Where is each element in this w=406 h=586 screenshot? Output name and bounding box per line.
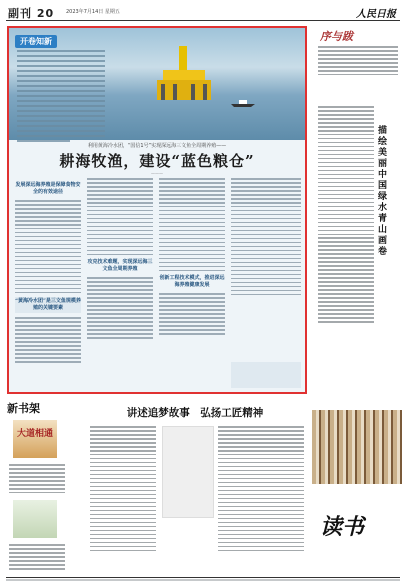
bookshelf-photo [312,410,402,484]
article-headline[interactable]: 耕海牧渔，建设“蓝色粮仓” [59,152,255,170]
subhead-4: 创新工程技术模式，推进深远海养殖健康发展 [159,275,225,289]
subhead-1: 发展深远海养殖是保障食物安全的有效途径 [15,182,81,195]
hero-image [9,28,305,140]
subhead-3: “黄海冷水团”是三文鱼规模养殖的关键要素 [15,298,81,312]
bottom-text-column-1 [90,426,156,554]
column-tag: 开卷知新 [15,35,57,48]
right-column [312,26,402,394]
author-note-box [231,362,301,388]
section-label: 副刊 20 [8,7,55,20]
featured-article[interactable] [7,26,307,394]
bottom-text-column-2 [218,426,304,554]
column-title: 序与跋 [320,30,353,43]
bottom-article-headline[interactable]: 讲述追梦故事 弘扬工匠精神 [126,407,264,419]
calligraphy-logo: 读书 [320,514,365,540]
boat-icon [229,98,259,108]
new-books-section [7,400,69,578]
vertical-article-title[interactable]: 描绘美丽中国绿水青山画卷 [378,126,388,257]
fish-farm-platform-icon [149,46,219,116]
book-cover-2[interactable] [13,500,57,538]
text-column-1 [15,178,81,365]
byline: ——— [151,170,163,175]
new-books-title: 新书架 [7,402,40,415]
book-cover-title: 大道相通 [17,429,54,439]
text-column-2 [87,178,153,341]
book-cover-1[interactable] [13,420,57,458]
intro-text [17,50,105,145]
issue-date: 2023年7月14日 星期五 [66,9,120,15]
page-footer [6,577,400,583]
photo-caption: 利用黄海冷水团，“国信1号”实现深远海三文鱼全周期养殖—— [87,143,227,149]
book-photo [162,426,214,518]
subhead-2: 攻克技术难题，实现深远海三文鱼全周期养殖 [87,259,153,273]
masthead [6,5,400,21]
text-column-3 [159,178,225,337]
text-column-4 [231,178,301,298]
newspaper-logo: 人民日报 [356,9,396,20]
